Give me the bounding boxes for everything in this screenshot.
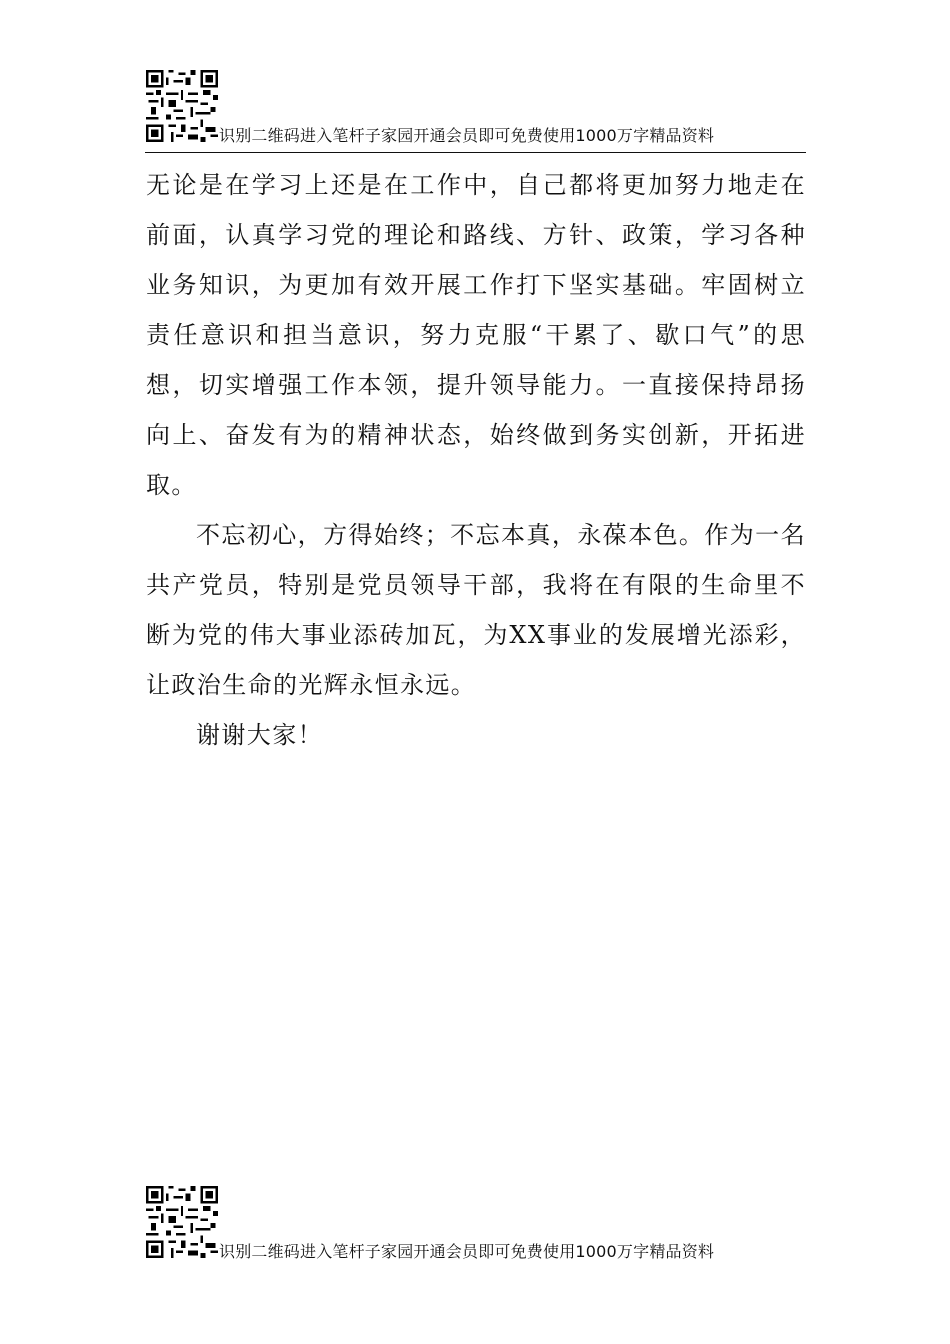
header-divider [145,152,806,153]
document-body [146,160,806,760]
closing-line: 谢谢大家！ [196,721,323,749]
paragraph: 不忘初心，方得始终；不忘本真，永葆本色。作为一名共产党员，特别是党员领导干部，我将在有限的生命里不断为党的伟大事业添砖加瓦，为XX事业的发展增光添彩，让政治生命的光辉永恒永远。 [146,521,806,699]
footer-qr-code [146,1186,218,1258]
header-qr-code [146,70,218,142]
footer-banner-text: 识别二维码进入笔杆子家园开通会员即可免费使用1000万字精品资料 [219,1242,715,1261]
paragraph: 无论是在学习上还是在工作中，自己都将更加努力地走在前面，认真学习党的理论和路线、方针、政策，学习各种业务知识，为更加有效开展工作打下坚实基础。牢固树立责任意识和担当意识，努力克服“干累了、歇口气”的思想，切实增强工作本领，提升领导能力。一直接保持昂扬向上、奋发有为的精神状态，始终做到务实创新，开拓进取。 [146,171,806,499]
header-banner-text: 识别二维码进入笔杆子家园开通会员即可免费使用1000万字精品资料 [219,126,715,145]
